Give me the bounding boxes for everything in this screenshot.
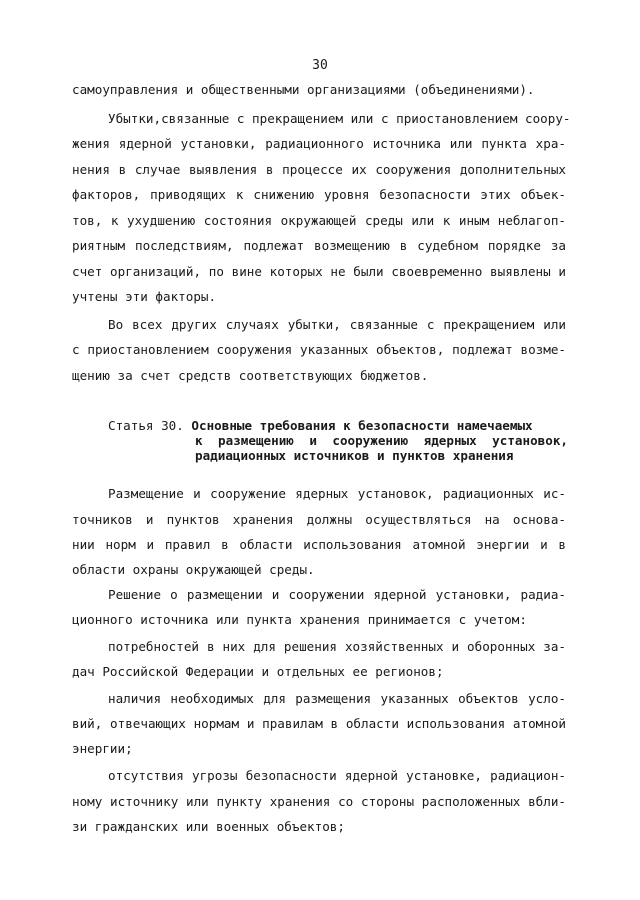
text-line: области охраны окружающей среды. bbox=[72, 562, 315, 577]
text-line: учтены эти факторы. bbox=[72, 289, 217, 304]
text-line: дач Российской Федерации и отдельных ее регионов; bbox=[72, 664, 444, 679]
text-line: риятным последствиям, подлежат возмещению в судебном порядке за bbox=[72, 238, 566, 253]
text-line: ному источнику или пункту хранения со стороны расположенных вбли- bbox=[72, 794, 566, 809]
text-line: Решение о размещении и сооружении ядерной установки, радиа- bbox=[108, 587, 566, 602]
text-line: нии норм и правил в области использования атомной энергии и в bbox=[72, 537, 566, 552]
article-title-line: радиационных источников и пунктов хранения bbox=[195, 448, 514, 463]
text-line: Убытки,связанные с прекращением или с приостановлением соору- bbox=[108, 111, 571, 126]
text-line: наличия необходимых для размещения указанных объектов усло- bbox=[108, 691, 566, 706]
article-title-line: Основные требования к безопасности намечаемых bbox=[191, 418, 533, 433]
text-line: ционного источника или пункта хранения принимается с учетом: bbox=[72, 612, 527, 627]
text-line: потребностей в них для решения хозяйственных и оборонных за- bbox=[108, 639, 566, 654]
article-label: Статья 30. bbox=[108, 418, 184, 433]
text-line: жения ядерной установки, радиационного источника или пункта хра- bbox=[72, 136, 566, 151]
text-line: счет организаций, по вине которых не были своевременно выявлены и bbox=[72, 264, 566, 279]
text-line: Размещение и сооружение ядерных установок, радиационных ис- bbox=[108, 486, 566, 501]
text-line: с приостановлением сооружения указанных объектов, подлежат возме- bbox=[72, 342, 566, 357]
article-heading bbox=[108, 418, 568, 463]
text-line: отсутствия угрозы безопасности ядерной установке, радиацион- bbox=[108, 768, 566, 783]
text-line: точников и пунктов хранения должны осуществляться на основа- bbox=[72, 512, 566, 527]
text-line: факторов, приводящих к снижению уровня безопасности этих объек- bbox=[72, 187, 566, 202]
text-line: зи гражданских или военных объектов; bbox=[72, 819, 345, 834]
text-line: Во всех других случаях убытки, связанные с прекращением или bbox=[108, 317, 566, 332]
text-line: щению за счет средств соответствующих бюджетов. bbox=[72, 368, 429, 383]
text-line: самоуправления и общественными организациями (объединениями). bbox=[72, 82, 535, 97]
text-line: вий, отвечающих нормам и правилам в области использования атомной bbox=[72, 716, 566, 731]
page-number: 30 bbox=[312, 58, 328, 73]
text-line: тов, к ухудшению состояния окружающей среды или к иным неблагоп- bbox=[72, 213, 566, 228]
text-line: нения в случае выявления в процессе их сооружения дополнительных bbox=[72, 162, 566, 177]
text-line: энергии; bbox=[72, 741, 133, 756]
article-title-line: к размещению и сооружению ядерных установок, bbox=[195, 433, 568, 448]
